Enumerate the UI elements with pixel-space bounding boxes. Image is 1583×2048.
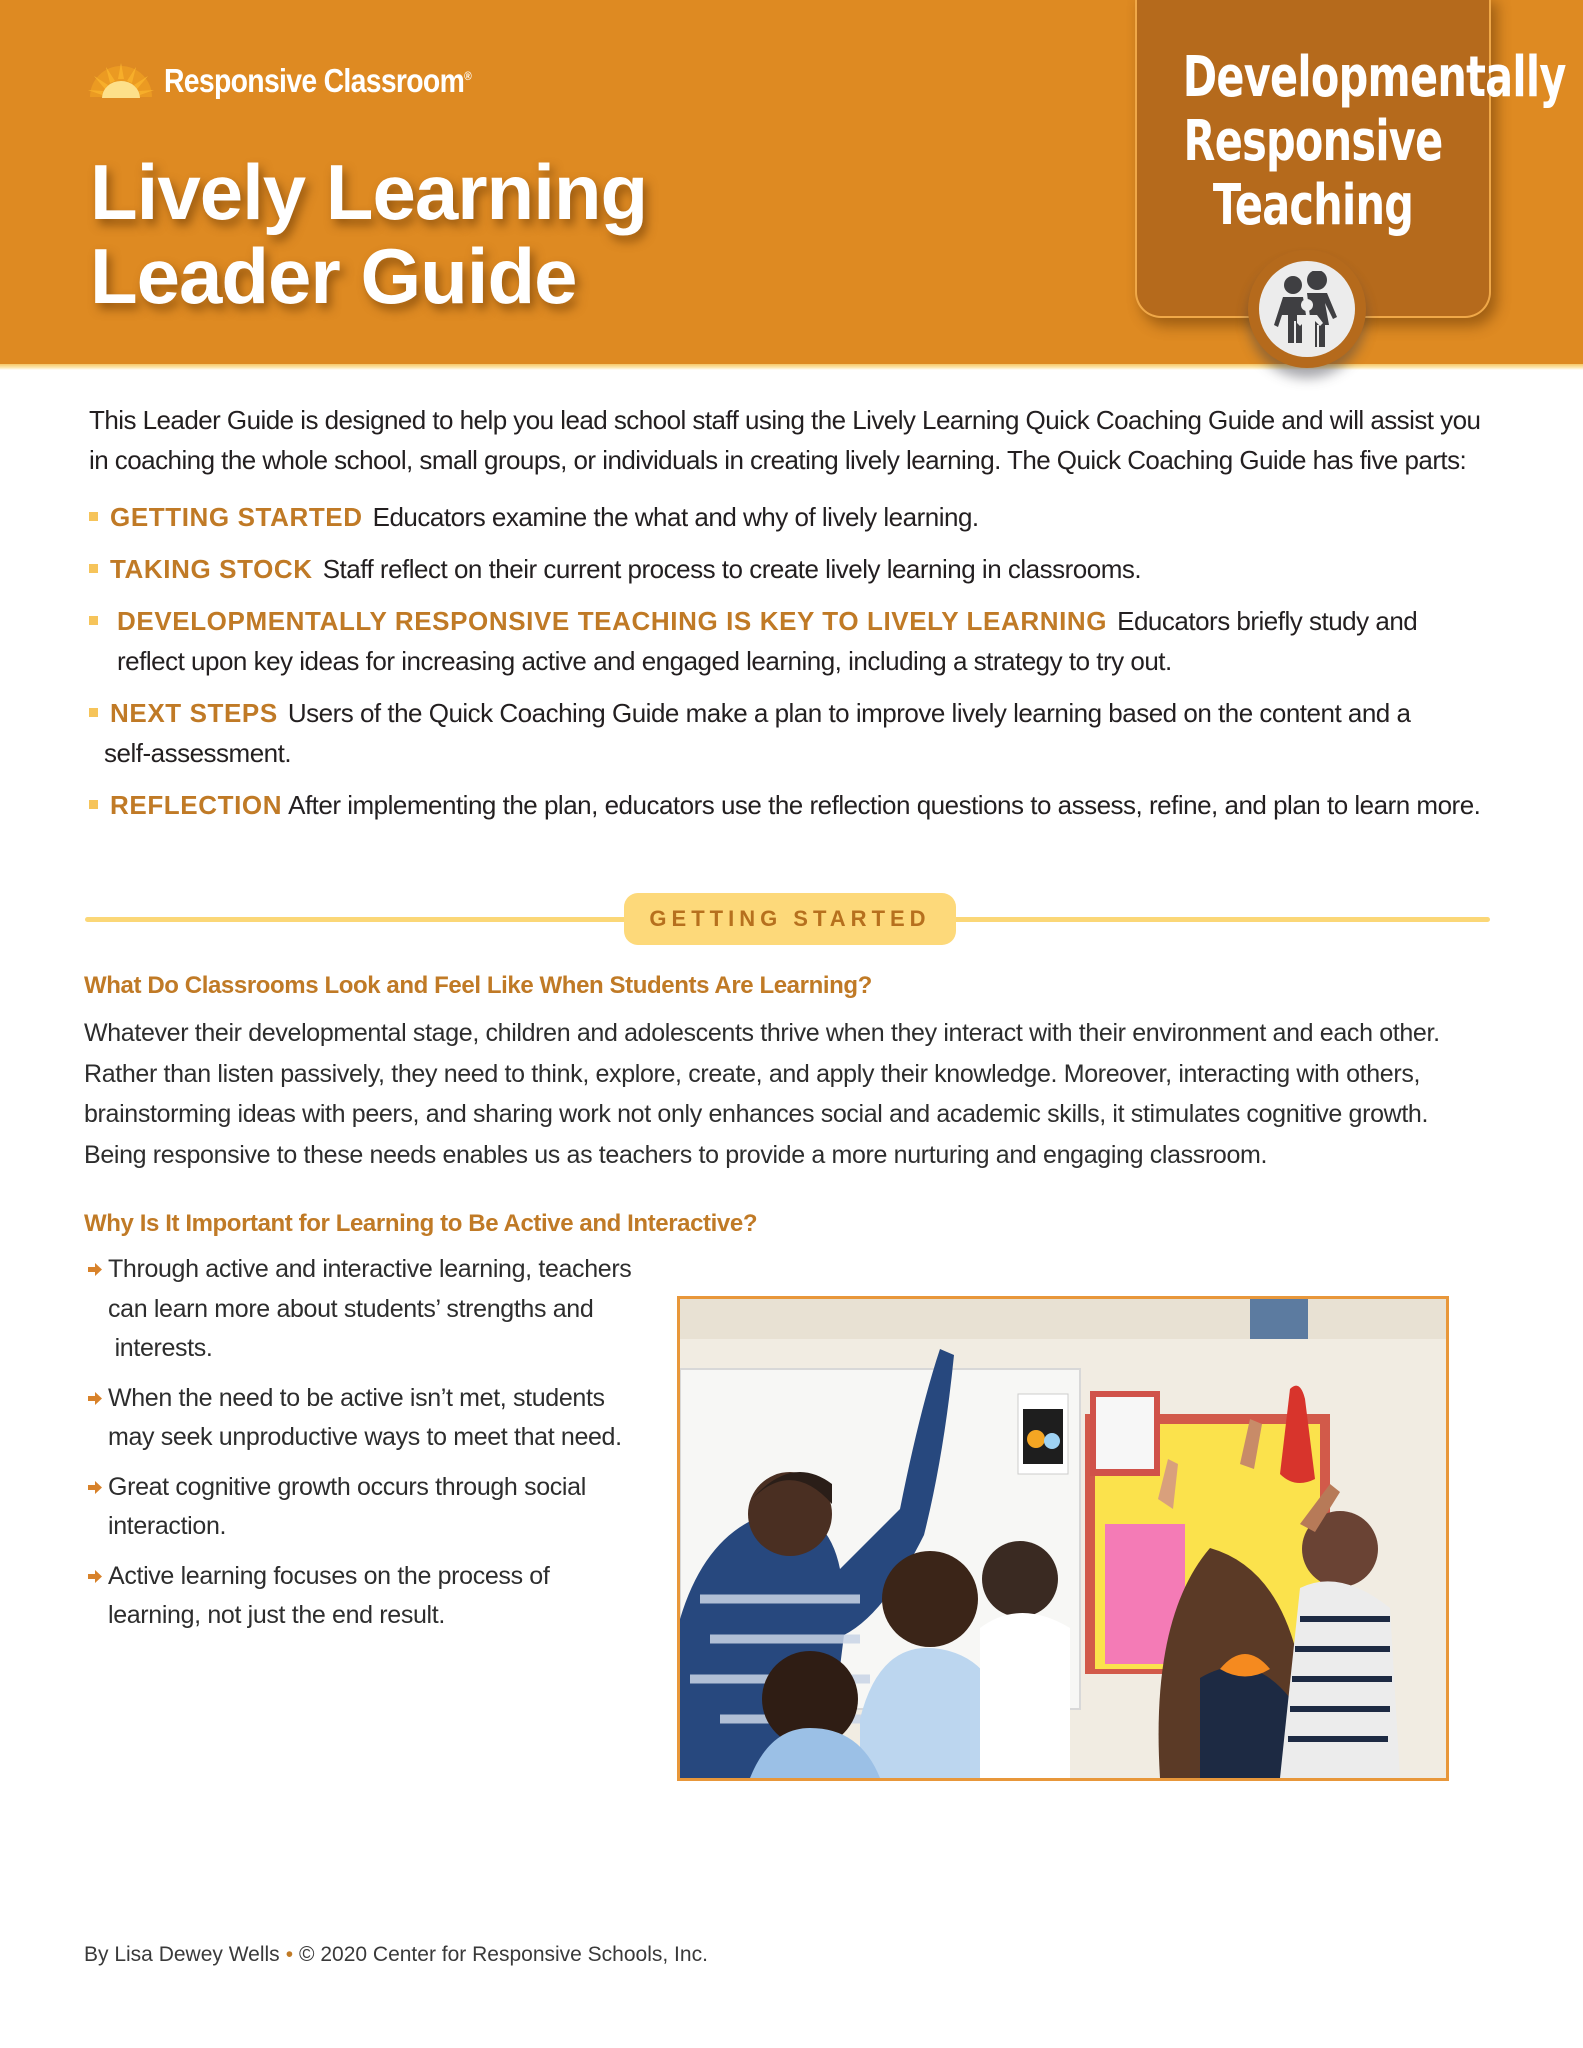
part-continuation: reflect upon key ideas for increasing active and engaged learning, including a strategy to try out. xyxy=(117,646,1172,676)
badge-line-1: Developmentally xyxy=(1182,45,1566,110)
part-title: REFLECTION xyxy=(110,790,283,820)
footer-credits xyxy=(84,1943,708,1967)
list-item xyxy=(88,1557,648,1636)
title-line-1: Lively Learning xyxy=(90,148,648,236)
header-rule xyxy=(0,364,1583,370)
brand-name: Responsive Classroom® xyxy=(164,62,472,99)
what-paragraph xyxy=(84,1013,1504,1175)
part-text: Educators examine the what and why of lively learning. xyxy=(372,502,979,532)
sun-icon xyxy=(88,63,154,99)
badge-line-2: Responsive xyxy=(1183,109,1443,174)
paragraph-line: Whatever their developmental stage, children and adolescents thrive when they interact with their environment and each other. xyxy=(84,1019,1440,1047)
badge-line-3: Teaching xyxy=(1212,173,1414,238)
bullet-line: interaction. xyxy=(108,1512,227,1540)
paragraph-line: brainstorming ideas with peers, and sharing work not only enhances social and academic skills, it stimulates cognitive growth. xyxy=(84,1100,1429,1128)
part-text: Users of the Quick Coaching Guide make a plan to improve lively learning based on the content and a xyxy=(287,698,1411,728)
bullet-line: learning, not just the end result. xyxy=(108,1601,445,1629)
section-label-getting-started: GETTING STARTED xyxy=(624,893,956,945)
badge-label xyxy=(1137,45,1566,238)
paragraph-line: Rather than listen passively, they need to think, explore, create, and apply their knowledge. Moreover, interacting with others, xyxy=(84,1059,1421,1088)
part-next-steps xyxy=(89,693,1509,773)
bullet-line: Great cognitive growth occurs through social xyxy=(108,1472,586,1501)
part-title: DEVELOPMENTALLY RESPONSIVE TEACHING IS KEY TO LIVELY LEARNING xyxy=(117,606,1108,636)
heading-why-active-learning: Why Is It Important for Learning to Be Active and Interactive? xyxy=(84,1210,758,1237)
part-reflection xyxy=(89,785,1509,825)
footer-separator: • xyxy=(285,1943,294,1966)
part-continuation: self-assessment. xyxy=(104,738,292,768)
bullet-line: interests. xyxy=(108,1334,213,1362)
part-title: GETTING STARTED xyxy=(110,502,363,532)
part-taking-stock xyxy=(89,549,1509,589)
list-item xyxy=(88,1468,648,1547)
badge-icon-circle xyxy=(1248,250,1366,368)
classroom-photo xyxy=(677,1296,1449,1781)
arrow-bullet-icon xyxy=(88,1481,102,1494)
intro-line: This Leader Guide is designed to help you lead school staff using the Lively Learning Quick Coaching Guide and will assist you xyxy=(89,405,1481,435)
part-text: After implementing the plan, educators use the reflection questions to assess, refine, and plan to learn more. xyxy=(288,790,1481,820)
part-developmentally-responsive xyxy=(89,601,1509,681)
intro-paragraph xyxy=(89,400,1489,480)
bullet-line: can learn more about students’ strengths and xyxy=(108,1294,594,1323)
photo-illustration xyxy=(680,1299,1446,1778)
title-line-2: Leader Guide xyxy=(90,232,577,320)
part-title: NEXT STEPS xyxy=(110,698,278,728)
list-item xyxy=(88,1250,648,1369)
bullet-line: may seek unproductive ways to meet that need. xyxy=(108,1423,622,1451)
page-title xyxy=(90,150,710,318)
guide-parts-list xyxy=(89,497,1509,837)
arrow-bullet-icon xyxy=(88,1263,102,1276)
bullet-line: Active learning focuses on the process of xyxy=(108,1561,550,1590)
heading-what-classrooms-look-like: What Do Classrooms Look and Feel Like When Students Are Learning? xyxy=(84,972,872,999)
part-getting-started xyxy=(89,497,1509,537)
bullet-line: Through active and interactive learning, teachers xyxy=(108,1255,632,1283)
copyright: © 2020 Center for Responsive Schools, Inc. xyxy=(299,1943,708,1966)
list-item xyxy=(88,1379,648,1458)
part-text: Staff reflect on their current process to create lively learning in classrooms. xyxy=(322,554,1142,584)
paragraph-line: Being responsive to these needs enables us as teachers to provide a more nurturing and engaging classroom. xyxy=(84,1140,1268,1169)
part-text: Educators briefly study and xyxy=(1117,606,1418,636)
bullet-line: When the need to be active isn’t met, students xyxy=(108,1383,605,1412)
brand-logo xyxy=(88,56,521,106)
arrow-bullet-icon xyxy=(88,1570,102,1583)
intro-line: in coaching the whole school, small groups, or individuals in creating lively learning. The Quick Coaching Guide has five parts: xyxy=(89,445,1467,475)
part-title: TAKING STOCK xyxy=(110,554,313,584)
why-bullet-list xyxy=(88,1250,648,1646)
arrow-bullet-icon xyxy=(88,1392,102,1405)
family-icon xyxy=(1271,271,1343,347)
author: By Lisa Dewey Wells xyxy=(84,1943,280,1966)
